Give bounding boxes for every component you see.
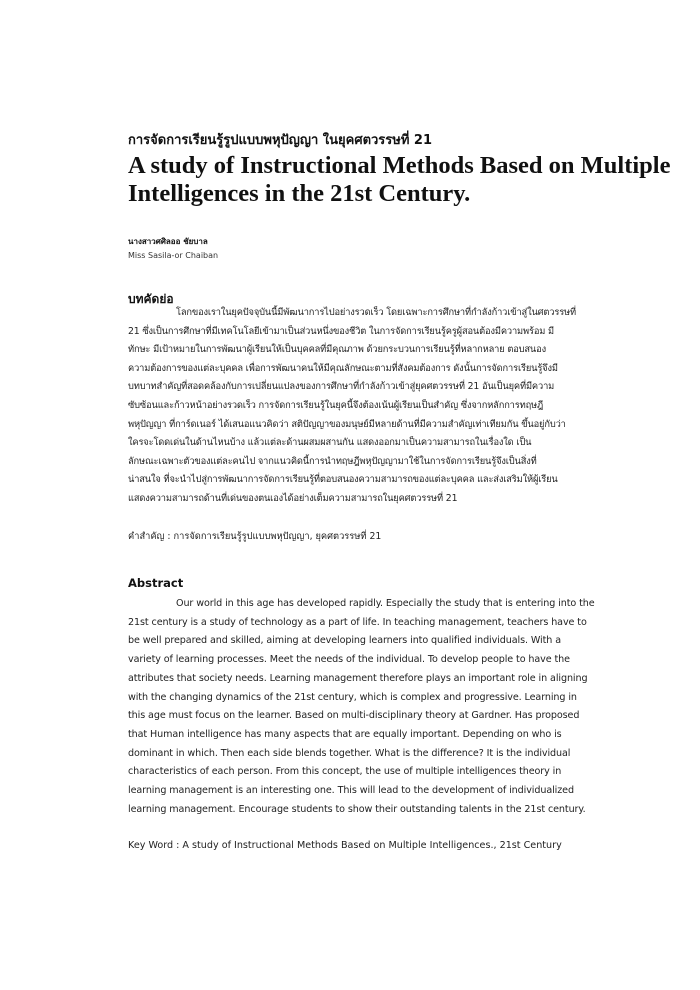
thai-title: การจัดการเรียนรู้รูปแบบพหุปัญญา ในยุคศตวรรษที่ 21 bbox=[128, 133, 433, 148]
text-line: โลกของเราในยุคปัจจุบันนี้มีพัฒนาการไปอย่างรวดเร็ว โดยเฉพาะการศึกษาที่กำลังก้าวเข้าสู่ในศตวรรษที่ bbox=[176, 307, 577, 318]
keywords-thai: คำสำคัญ : การจัดการเรียนรู้รูปแบบพหุปัญญา, ยุคศตวรรษที่ 21 bbox=[128, 531, 382, 542]
text-line: characteristics of each person. From this concept, the use of multiple intelligences theory in bbox=[128, 766, 562, 778]
text-line: ใครจะโดดเด่นในด้านไหนบ้าง แล้วแต่ละด้านผสมผสานกัน แสดงออกมาเป็นความสามารถในเรื่องใด เป็น bbox=[128, 437, 532, 449]
text-line: learning management. Encourage students to show their outstanding talents in the 21st century. bbox=[128, 803, 586, 815]
text-line: แสดงความสามารถด้านที่เด่นของตนเองได้อย่างเต็มความสามารถในยุคศตวรรษที่ 21 bbox=[128, 492, 458, 504]
text-line: ความต้องการของแต่ละบุคคล เพื่อการพัฒนาคนให้มีคุณลักษณะตามที่สังคมต้องการ ดังนั้นการจัดการเรียนรู้จึงมี bbox=[128, 362, 558, 374]
text-line: learning management is an interesting one. This will lead to the development of individualized bbox=[128, 785, 574, 797]
abstract-english-body bbox=[128, 595, 608, 819]
text-line: ลักษณะเฉพาะตัวของแต่ละคนไป จากแนวคิดนี้การนำทฤษฎีพหุปัญญามาใช้ในการจัดการเรียนรู้จึงเป็นสิ่งที่ bbox=[128, 455, 537, 467]
text-line: Our world in this age has developed rapidly. Especially the study that is entering into the bbox=[176, 598, 595, 609]
text-line: variety of learning processes. Meet the needs of the individual. To develop people to have the bbox=[128, 654, 570, 666]
text-line: 21st century is a study of technology as a part of life. In teaching management, teachers have to bbox=[128, 616, 587, 628]
text-line: dominant in which. Then each side blends together. What is the difference? It is the individual bbox=[128, 747, 571, 759]
keywords-english: Key Word : A study of Instructional Methods Based on Multiple Intelligences., 21st Century bbox=[128, 840, 562, 851]
text-line: that Human intelligence has many aspects that are equally important. Depending on who is bbox=[128, 728, 562, 740]
text-line: ซับซ้อนและก้าวหน้าอย่างรวดเร็ว การจัดการเรียนรู้ในยุคนี้จึงต้องเน้นผู้เรียนเป็นสำคัญ ซึ่งจากหลักการทฤษฎี bbox=[128, 399, 544, 411]
text-line: attributes that society needs. Learning management therefore plays an important role in aligning bbox=[128, 672, 588, 684]
text-line: with the changing dynamics of the 21st century, which is complex and progressive. Learning in bbox=[128, 691, 577, 703]
author-name-english: Miss Sasila-or Chaiban bbox=[128, 251, 219, 260]
english-title-line-1: A study of Instructional Methods Based on Multiple bbox=[128, 152, 671, 179]
abstract-thai-body bbox=[128, 304, 608, 509]
abstract-thai-heading: บทคัดย่อ bbox=[128, 292, 174, 306]
text-line: ทักษะ มีเป้าหมายในการพัฒนาผู้เรียนให้เป็นบุคคลที่มีคุณภาพ ด้วยกระบวนการเรียนรู้ที่หลากหลาย ตอบสนอง bbox=[128, 344, 546, 356]
text-line: น่าสนใจ ที่จะนำไปสู่การพัฒนาการจัดการเรียนรู้ที่ตอบสนองความสามารถของแต่ละบุคคล และส่งเสริมให้ผู้เรียน bbox=[128, 474, 558, 486]
english-title bbox=[128, 152, 670, 208]
english-title-line-2: Intelligences in the 21st Century. bbox=[128, 180, 471, 207]
text-line: พหุปัญญา ที่การ์ดเนอร์ ได้เสนอแนวคิดว่า สติปัญญาของมนุษย์มีหลายด้านที่มีความสำคัญเท่าเทียมกัน ขึ้นอยู่กับว่า bbox=[128, 418, 566, 430]
text-line: this age must focus on the learner. Based on multi-disciplinary theory at Gardner. Has proposed bbox=[128, 710, 580, 722]
text-line: 21 ซึ่งเป็นการศึกษาที่มีเทคโนโลยีเข้ามาเป็นส่วนหนึ่งของชีวิต ในการจัดการเรียนรู้ครูผู้สอนต้องมีความพร้อม มี bbox=[128, 325, 555, 337]
text-line: บทบาทสำคัญที่สอดคล้องกับการเปลี่ยนแปลงของการศึกษาที่กำลังก้าวเข้าสู่ยุคศตวรรษที่ 21 อันเป็นยุคที่มีความ bbox=[128, 381, 555, 393]
abstract-english-heading: Abstract bbox=[128, 576, 184, 590]
author-name-thai: นางสาวศศิลออ ชัยบาล bbox=[128, 237, 208, 246]
text-line: be well prepared and skilled, aiming at developing learners into qualified individuals. With a bbox=[128, 635, 561, 647]
